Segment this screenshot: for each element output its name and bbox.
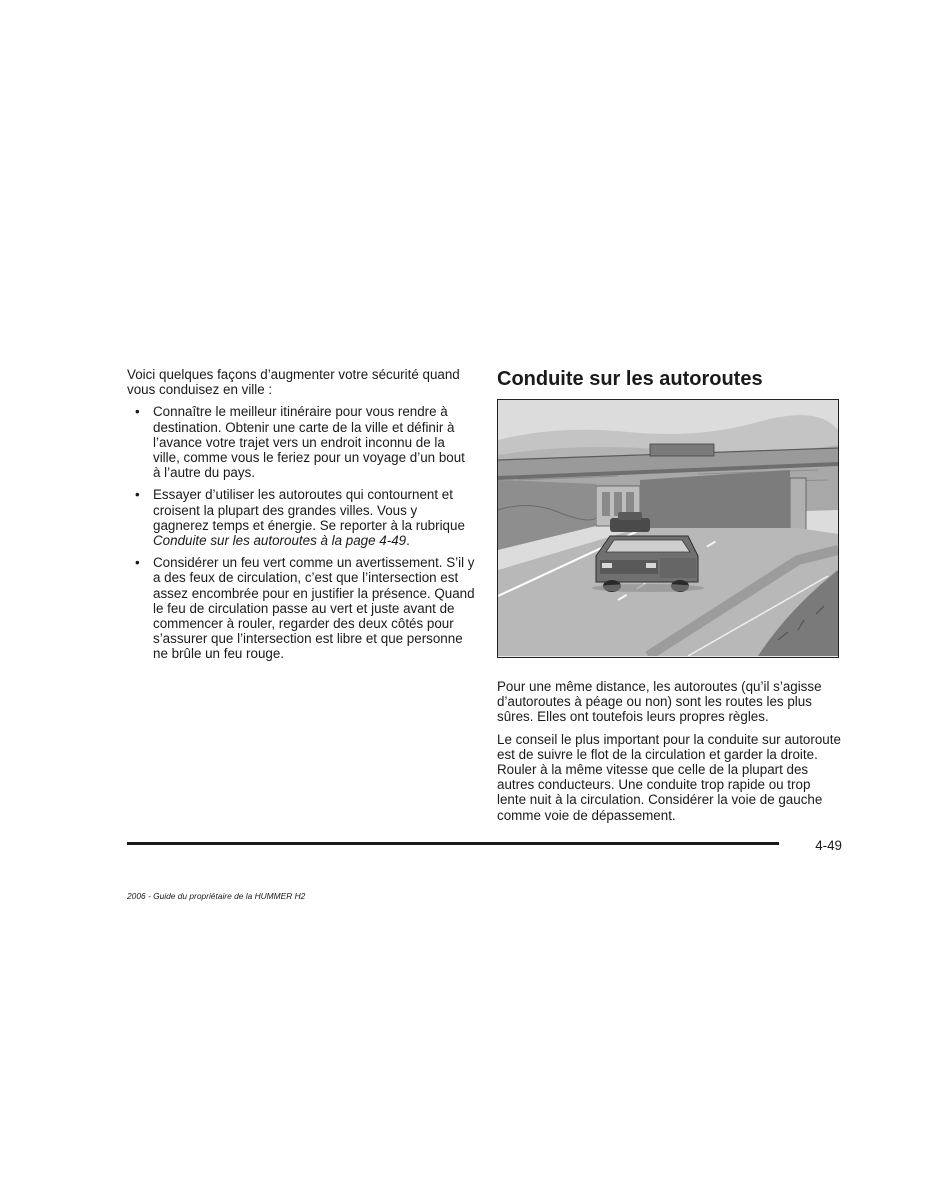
list-item [127, 404, 475, 480]
left-column [127, 367, 475, 669]
bullet-marker: • [135, 555, 140, 571]
bullet-marker: • [135, 487, 140, 503]
intro-paragraph: Voici quelques façons d’augmenter votre sécurité quand vous conduisez en ville : [127, 367, 460, 398]
list-item-text: Essayer d’utiliser les autoroutes qui contournent et croisent la plupart des grandes villes. Vous y gagnerez temps et énergie. Se reporter à la rubrique [153, 487, 465, 533]
document-footer: 2006 - Guide du propriétaire de la HUMMER H2 [127, 891, 306, 901]
list-item-suffix: . [406, 533, 410, 549]
highway-drawing [498, 400, 838, 656]
list-item-text: Connaître le meilleur itinéraire pour vous rendre à destination. Obtenir une carte de la ville et définir à l’avance votre trajet vers un endroit inconnu de la ville, comme vous le feriez pour un voyage d’un bout à l’autre du pays. [153, 404, 465, 481]
safety-tips-list [127, 404, 475, 661]
cross-reference-link[interactable]: Conduite sur les autoroutes à la page 4-49 [153, 533, 407, 549]
list-item [127, 555, 475, 661]
section-title: Conduite sur les autoroutes [497, 368, 763, 390]
bullet-marker: • [135, 404, 140, 420]
page-number: 4-49 [815, 838, 842, 853]
right-column [497, 367, 841, 830]
highway-text [497, 679, 841, 823]
highway-paragraph: Le conseil le plus important pour la conduite sur autoroute est de suivre le flot de la circulation et garder la droite. Rouler à la même vitesse que celle de la plupart des autres conducteurs. Une conduite trop rapide ou trop lente nuit à la circulation. Considérer la voie de gauche comme voie de dépassement. [497, 731, 841, 823]
page-divider [127, 842, 779, 845]
list-item-text: Considérer un feu vert comme un avertissement. S’il y a des feux de circulation, c’est que l’intersection est assez encombrée pour en justifier la présence. Quand le feu de circulation passe au vert et juste avant de commencer à rouler, regarder des deux côtés pour s’assurer que l’intersection est libre et que personne ne brûle un feu rouge. [153, 555, 475, 662]
highway-illustration [497, 399, 839, 658]
list-item [127, 487, 475, 548]
highway-paragraph: Pour une même distance, les autoroutes (qu’il s’agisse d’autoroutes à péage ou non) sont les routes les plus sûres. Elles ont toutefois leurs propres règles. [497, 679, 822, 725]
